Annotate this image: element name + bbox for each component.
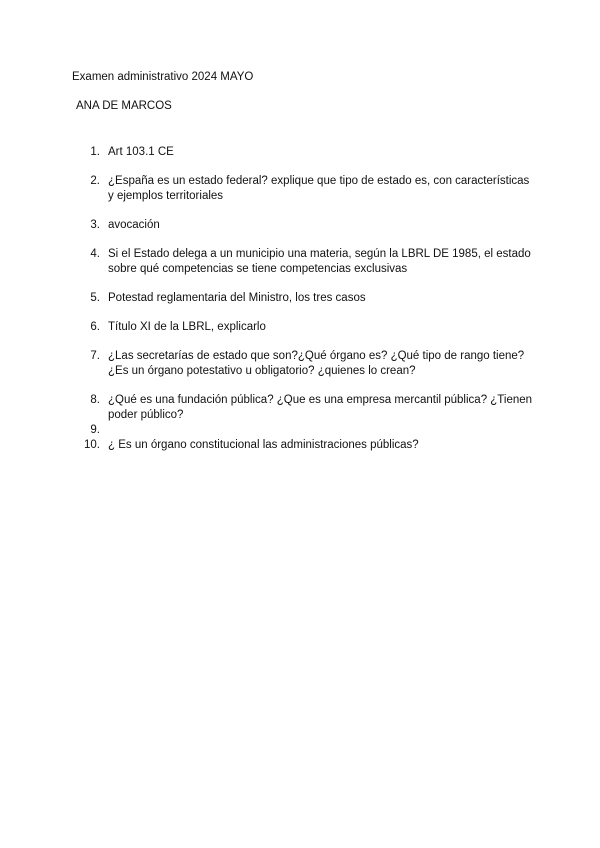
question-number: 6. — [90, 321, 100, 333]
question-text: Potestad reglamentaria del Ministro, los tres casos — [108, 292, 366, 304]
question-number: 9. — [90, 424, 100, 436]
question-item — [0, 349, 600, 379]
question-item — [0, 247, 600, 277]
question-text: Si el Estado delega a un municipio una materia, según la LBRL DE 1985, el estado sobre qué competencias se tiene competencias exclusivas — [108, 248, 531, 275]
question-number: 2. — [90, 175, 100, 187]
document-author: ANA DE MARCOS — [76, 100, 172, 112]
question-text: ¿ Es un órgano constitucional las administraciones públicas? — [108, 439, 419, 451]
question-item — [0, 320, 600, 335]
question-number: 10. — [84, 439, 100, 451]
question-number: 5. — [90, 292, 100, 304]
question-list — [0, 145, 600, 453]
question-text: avocación — [108, 219, 160, 231]
document-title: Examen administrativo 2024 MAYO — [72, 71, 254, 83]
question-text: ¿Qué es una fundación pública? ¿Que es una empresa mercantil pública? ¿Tienen poder público? — [108, 394, 533, 421]
question-number: 1. — [90, 146, 100, 158]
question-item — [0, 174, 600, 204]
question-text: Título XI de la LBRL, explicarlo — [108, 321, 266, 333]
question-item — [0, 145, 600, 160]
question-item — [0, 218, 600, 233]
question-text: ¿España es un estado federal? explique que tipo de estado es, con características y ejemplos territoriales — [108, 175, 530, 202]
question-item — [0, 438, 600, 453]
question-item — [0, 291, 600, 306]
question-text: ¿Las secretarías de estado que son?¿Qué órgano es? ¿Qué tipo de rango tiene? ¿Es un órgano potestativo u obligatorio? ¿quienes lo crean? — [108, 350, 525, 377]
question-item — [0, 423, 600, 438]
question-text — [108, 423, 533, 438]
question-number: 3. — [90, 219, 100, 231]
question-text: Art 103.1 CE — [108, 146, 174, 158]
question-number: 7. — [90, 350, 100, 362]
question-item — [0, 393, 600, 423]
question-number: 8. — [90, 394, 100, 406]
question-number: 4. — [90, 248, 100, 260]
